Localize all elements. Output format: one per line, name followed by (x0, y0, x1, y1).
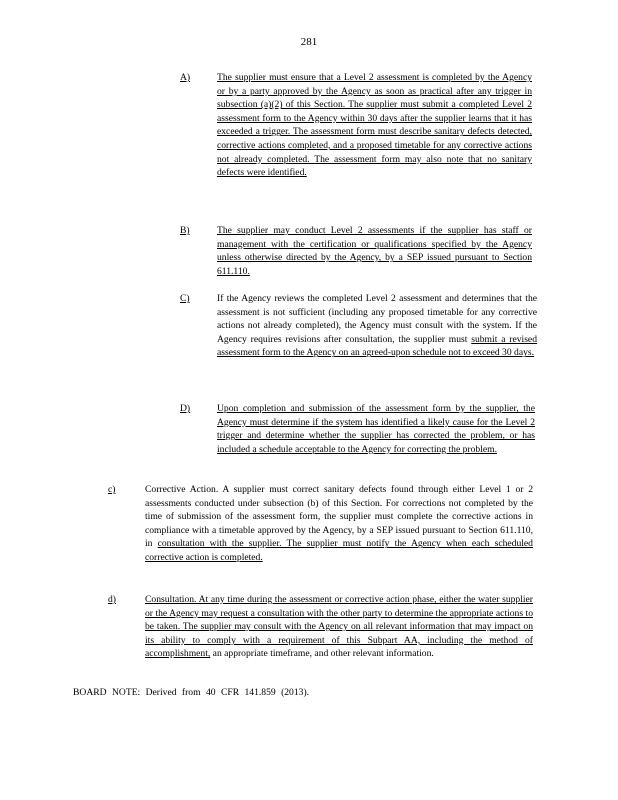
item-text: Consultation. At any time during the assessment or corrective action phase, either the water supplier or the Agency may request a consultation with the other party to determine the appropriate actions to be taken. The supplier may consult with the Agency on all relevant information that may impact on its ability to comply with a requirement of this Subpart AA, including the method of accomplishment, an appropriate timeframe, and other relevant information. (145, 594, 533, 660)
item-label: D) (180, 403, 191, 414)
item-label: d) (108, 594, 116, 605)
board-note: BOARD NOTE: Derived from 40 CFR 141.859 (2013). (73, 687, 310, 698)
item-label: A) (180, 72, 191, 83)
underlined-text: submit a revised assessment form to the Agency on an agreed-upon schedule not to exceed 30 days. (217, 333, 537, 359)
underlined-text: consultation with the supplier. The supplier must notify the Agency when each scheduled corrective action is completed. (145, 538, 533, 563)
item-label: B) (180, 225, 190, 236)
item-text (217, 71, 532, 180)
underlined-text: Upon completion and submission of the assessment form by the supplier, the Agency must determine if the system has identified a likely cause for the Level 2 trigger and determine whether the supplier has corrected the problem, or has included a schedule acceptable to the Agency for correcting the problem. (217, 403, 535, 455)
item-text: Corrective Action. A supplier must correct sanitary defects found through either Level 1 or 2 assessments conducted under subsection (b) of this Section. For corrections not completed by the time of submission of the assessment form, the supplier must complete the corrective actions in compliance with a timetable approved by the Agency, by a SEP issued pursuant to Section 611.110, in consultation with the supplier. The supplier must notify the Agency when each scheduled corrective action is completed. (145, 484, 533, 563)
item-text: If the Agency reviews the completed Level 2 assessment and determines that the assessment is not sufficient (including any proposed timetable for any corrective actions not already completed), the Agency must consult with the system. If the Agency requires revisions after consultation, the supplier must submit a revised assessment form to the Agency on an agreed-upon schedule not to exceed 30 days. (217, 293, 537, 359)
page-number: 281 (300, 36, 318, 48)
item-text (217, 402, 535, 456)
underlined-text: The supplier may conduct Level 2 assessments if the supplier has staff or management with the certification or qualifications specified by the Agency unless otherwise directed by the Agency, by a SEP issued pursuant to Section 611.110. (217, 225, 532, 277)
underlined-text: Consultation. At any time during the assessment or corrective action phase, either the water supplier or the Agency may request a consultation with the other party to determine the appropriate actions to be taken. The supplier may consult with the Agency on all relevant information that may impact on its ability to comply with a requirement of this Subpart AA, including the method of accomplishment, (145, 594, 533, 660)
item-text (217, 224, 532, 278)
item-label: c) (108, 484, 116, 495)
underlined-text: The supplier must ensure that a Level 2 assessment is completed by the Agency or by a party approved by the Agency as soon as practical after any trigger in subsection (a)(2) of this Section. The supplier must submit a completed Level 2 assessment form to the Agency within 30 days after the supplier learns that it has exceeded a trigger. The assessment form must describe sanitary defects detected, corrective actions completed, and a proposed timetable for any corrective actions not already completed. The assessment form may also note that no sanitary defects were identified. (217, 72, 532, 179)
item-label: C) (180, 293, 190, 304)
